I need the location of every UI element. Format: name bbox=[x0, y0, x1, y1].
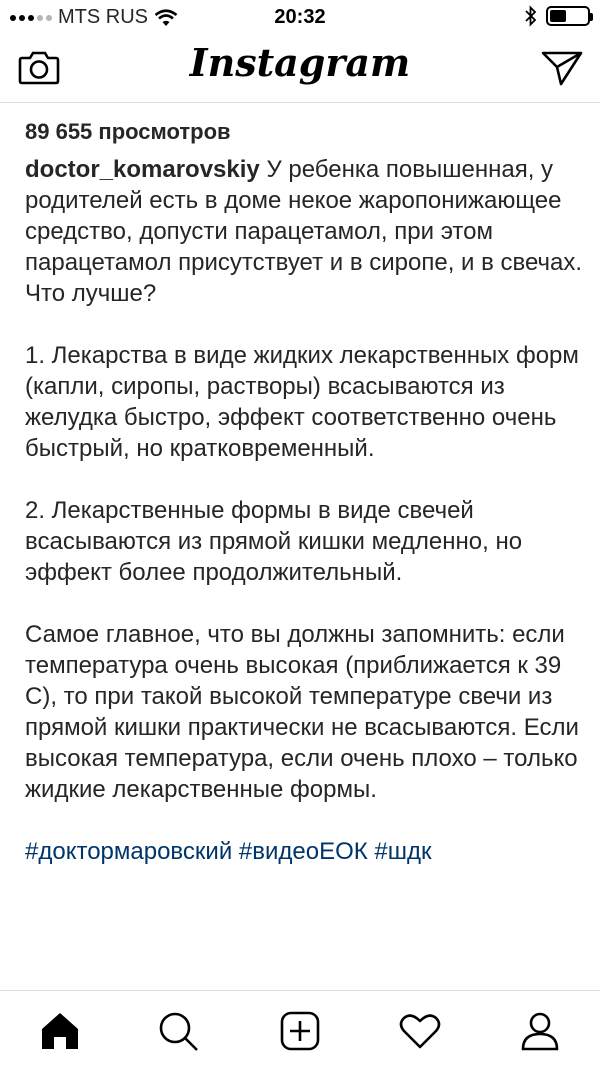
battery-icon bbox=[546, 6, 590, 26]
status-time: 20:32 bbox=[274, 6, 326, 28]
direct-message-icon[interactable] bbox=[540, 48, 584, 88]
bluetooth-icon bbox=[524, 5, 538, 27]
add-post-icon[interactable] bbox=[278, 1009, 322, 1053]
caption-paragraph bbox=[25, 154, 585, 309]
author-username[interactable]: doctor_komarovskiy bbox=[25, 156, 260, 183]
status-bar bbox=[0, 0, 600, 36]
status-right bbox=[524, 5, 590, 27]
search-icon[interactable] bbox=[156, 1009, 200, 1053]
activity-heart-icon[interactable] bbox=[398, 1009, 442, 1053]
tab-bar bbox=[0, 990, 600, 1067]
views-count: 89 655 просмотров bbox=[25, 119, 231, 144]
battery-level bbox=[550, 10, 566, 22]
post-caption bbox=[25, 154, 585, 867]
home-icon[interactable] bbox=[38, 1009, 82, 1053]
hashtags[interactable]: #доктормаровский #видеоЕОК #шдк bbox=[25, 838, 432, 865]
profile-icon[interactable] bbox=[518, 1009, 562, 1053]
caption-paragraph: 2. Лекарственные формы в виде свечей всасываются из прямой кишки медленно, но эффект более продолжительный. bbox=[25, 497, 523, 586]
post-content bbox=[25, 102, 585, 990]
instagram-logo: Instagram bbox=[189, 40, 411, 85]
caption-paragraph: Самое главное, что вы должны запомнить: если температура очень высокая (приближается к 39 С), то при такой высокой температуре свечи из прямой кишки практически не всасываются. Если высокая температура, если очень плохо – только жидкие лекарственные формы. bbox=[25, 621, 579, 803]
nav-bar bbox=[0, 36, 600, 103]
caption-text: У ребенка повышенная, у родителей есть в доме некое жаропонижающее средство, допусти парацетамол, при этом парацетамол присутствует и в сиропе, и в свечах. Что лучше? bbox=[25, 156, 583, 307]
carrier-label: MTS RUS bbox=[58, 6, 148, 28]
caption-paragraph: 1. Лекарства в виде жидких лекарственных форм (капли, сиропы, растворы) всасываются из желудка быстро, эффект соответственно очень быстрый, но кратковременный. bbox=[25, 342, 579, 462]
